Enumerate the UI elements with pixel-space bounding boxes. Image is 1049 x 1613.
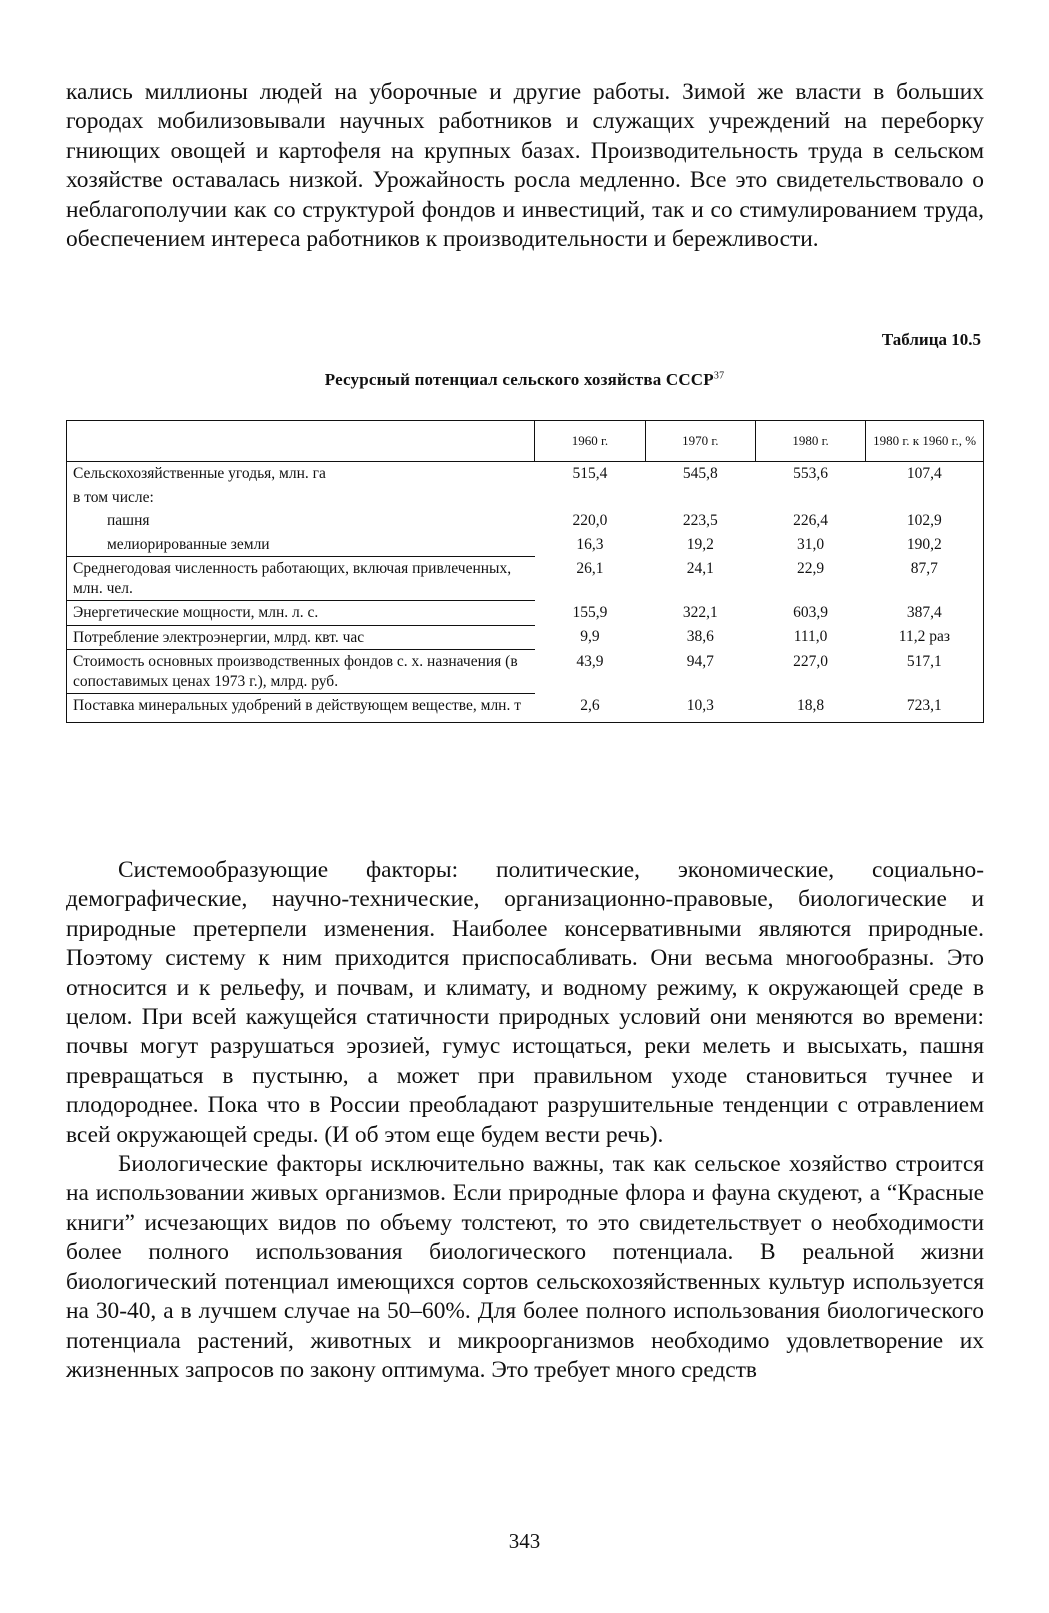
table-number: Таблица 10.5 — [881, 330, 981, 349]
cell-1960: 2,6 — [535, 694, 645, 723]
cell-ratio: 107,4 — [866, 462, 984, 486]
cell-1960 — [535, 486, 645, 510]
cell-1980: 18,8 — [755, 694, 865, 723]
cell-ratio: 723,1 — [866, 694, 984, 723]
row-label: Поставка минеральных удобрений в действующем веществе, млн. т — [67, 694, 535, 723]
row-label: Среднегодовая численность работающих, включая привлеченных, млн. чел. — [67, 557, 535, 601]
cell-1960: 220,0 — [572, 512, 608, 529]
header-1980: 1980 г. — [755, 421, 865, 462]
table-title-text: Ресурсный потенциал сельского хозяйства СССР — [324, 370, 714, 389]
table-row — [67, 557, 984, 601]
cell-1960: 43,9 — [576, 652, 604, 670]
table-header-row — [67, 421, 984, 462]
cell-1970: 322,1 — [682, 603, 718, 621]
cell-ratio: 102,9 — [866, 509, 984, 533]
cell-1970: 545,8 — [682, 465, 718, 482]
header-label-col — [67, 421, 535, 462]
table-row — [67, 462, 984, 486]
row-label: Потребление электроэнергии, млрд. квт. час — [67, 625, 535, 650]
cell-1970: 38,6 — [686, 628, 714, 645]
cell-1970: 10,3 — [645, 694, 755, 723]
header-1970: 1970 г. — [645, 421, 755, 462]
row-label: пашня — [67, 509, 535, 533]
cell-1980: 31,0 — [797, 535, 825, 553]
table-row — [67, 486, 984, 510]
cell-ratio — [866, 486, 984, 510]
row-label: в том числе: — [67, 486, 535, 510]
cell-1980: 226,4 — [793, 512, 828, 529]
paragraph-biological-factors: Биологические факторы исключительно важны, так как сельское хозяйство строится на использовании живых организмов. Если природные флора и фауна скудеют, а “Красные книги” исчезающих видов по объему толстеют, то это свидетельствует о необходимости более полного использования биологического потенциала. В реальной жизни биологический потенциал имеющихся сортов сельскохозяйственных культур используется на 30-40, а в лучшем случае на 50–60%. Для более полного использования биологического потенциала растений, животных и микроорганизмов необходимо удовлетворение их жизненных запросов по закону оптимума. Это требует много средств — [66, 1151, 984, 1383]
table-row — [67, 601, 984, 626]
table-title-footnote: 37 — [713, 370, 725, 382]
table-title — [0, 370, 1049, 390]
cell-ratio: 11,2 раз — [866, 625, 984, 650]
cell-1970: 19,2 — [686, 535, 714, 553]
page-number: 343 — [508, 1529, 541, 1553]
cell-1970: 24,1 — [686, 559, 714, 577]
table-row — [67, 625, 984, 650]
paragraph-system-factors: Системообразующие факторы: политические, экономические, социально-демографические, научно-технические, организационно-правовые, биологические и природные претерпели изменения. Наиболее консервативными являются природные. Поэтому систему к ним приходится приспосабливать. Они весьма многообразны. Это относится и к рельефу, и почвам, и климату, и водному режиму, к окружающей среде в целом. При всей кажущейся статичности природных условий они меняются во времени: почвы могут разрушаться эрозией, гумус истощаться, реки мелеть и высыхать, пашня превращаться в пустыню, а может при правильном уходе становиться тучнее и плодороднее. Пока что в России преобладают разрушительные тенденции с отравлением всей окружающей среды. (И об этом еще будем вести речь). — [66, 857, 984, 1148]
cell-ratio: 87,7 — [866, 557, 984, 601]
row-label: Энергетические мощности, млн. л. с. — [67, 601, 535, 626]
cell-1980: 111,0 — [793, 628, 828, 645]
row-label: мелиорированные земли — [67, 533, 535, 557]
row-label: Сельскохозяйственные угодья, млн. га — [67, 462, 535, 486]
cell-1960: 9,9 — [580, 628, 600, 645]
table-row — [67, 533, 984, 557]
cell-1960: 515,4 — [572, 465, 608, 482]
top-paragraph — [66, 78, 984, 254]
row-label: Стоимость основных производственных фондов с. х. назначения (в сопоставимых ценах 1973 г.), млрд. руб. — [67, 650, 535, 694]
cell-1970: 94,7 — [686, 652, 714, 670]
cell-1970: 223,5 — [682, 512, 718, 529]
body-text — [66, 856, 984, 1385]
header-1960: 1960 г. — [535, 421, 645, 462]
cell-1980 — [755, 486, 865, 510]
cell-1960: 26,1 — [576, 559, 604, 577]
table-row — [67, 509, 984, 533]
cell-1980: 22,9 — [797, 559, 825, 577]
cell-1980: 227,0 — [793, 652, 828, 670]
cell-1980: 603,9 — [793, 603, 828, 621]
cell-ratio: 517,1 — [866, 650, 984, 694]
table-row — [67, 650, 984, 694]
table-row — [67, 694, 984, 723]
cell-1960: 155,9 — [572, 603, 608, 621]
cell-1970 — [645, 486, 755, 510]
header-ratio: 1980 г. к 1960 г., % — [866, 421, 984, 462]
cell-ratio: 387,4 — [866, 601, 984, 626]
paragraph-text: кались миллионы людей на уборочные и другие работы. Зимой же власти в больших городах мобилизовывали научных работников и служащих учреждений на переборку гниющих овощей и картофеля на крупных базах. Производительность труда в сельском хозяйстве оставалась низкой. Урожайность росла медленно. Все это свидетельствовало о неблагополучии как со структурой фондов и инвестиций, так и со стимулированием труда, обеспечением интереса работников к производительности и бережливости. — [66, 79, 984, 253]
cell-ratio: 190,2 — [866, 533, 984, 557]
resource-table — [66, 420, 984, 723]
cell-1960: 16,3 — [576, 535, 604, 553]
cell-1980: 553,6 — [793, 465, 828, 482]
